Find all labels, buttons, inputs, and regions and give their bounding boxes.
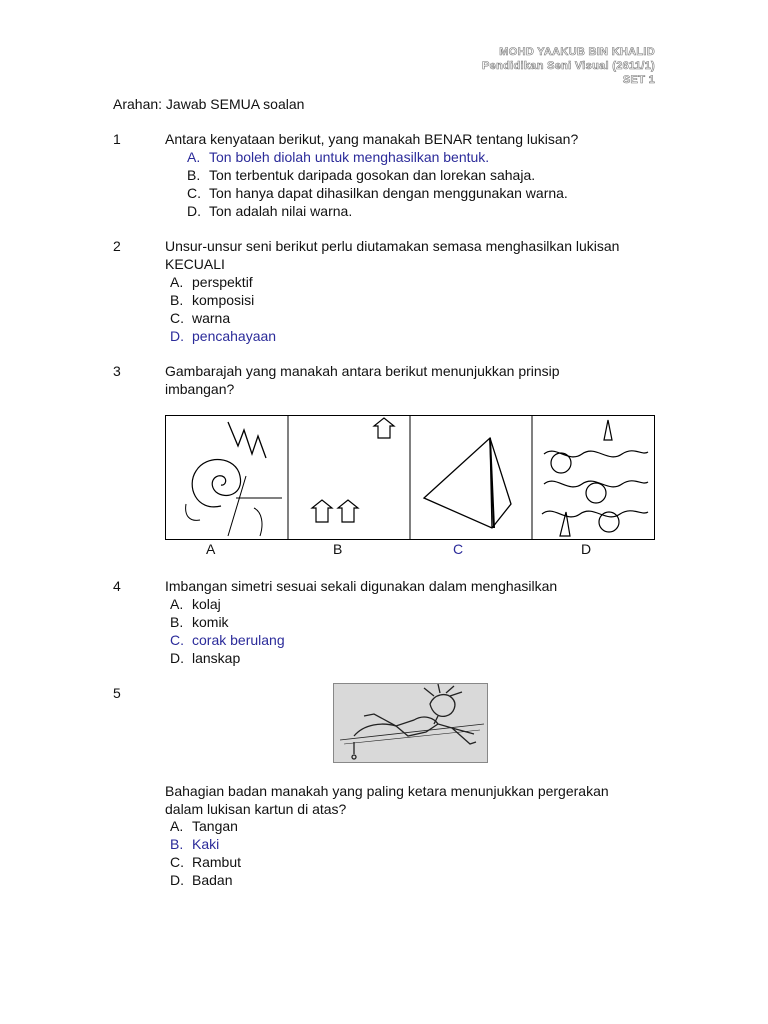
option-a: A. Tangan bbox=[170, 818, 238, 834]
question-text: Gambarajah yang manakah antara berikut menunjukkan prinsip bbox=[165, 363, 560, 379]
instruction: Arahan: Jawab SEMUA soalan bbox=[113, 96, 305, 112]
question-text: Antara kenyataan berikut, yang manakah BENAR tentang lukisan? bbox=[165, 131, 579, 147]
question-text: Unsur-unsur seni berikut perlu diutamakan semasa menghasilkan lukisan bbox=[165, 238, 620, 254]
question-number: 3 bbox=[113, 363, 121, 379]
set-label: SET 1 bbox=[622, 74, 655, 86]
question-number: 1 bbox=[113, 131, 121, 147]
figure-label-c: C bbox=[453, 541, 464, 557]
option-b: B. Ton terbentuk daripada gosokan dan lorekan sahaja. bbox=[187, 167, 536, 183]
author-name: MOHD YAAKUB BIN KHALID bbox=[499, 46, 655, 58]
figure-b-drawing bbox=[312, 418, 394, 522]
figure-label-d: D bbox=[581, 541, 592, 557]
option-b: B. komposisi bbox=[170, 292, 255, 308]
option-b: B. komik bbox=[170, 614, 229, 630]
question-text: KECUALI bbox=[165, 256, 225, 272]
option-a: A. Ton boleh diolah untuk menghasilkan bentuk. bbox=[187, 149, 490, 165]
option-a: A. perspektif bbox=[170, 274, 253, 290]
option-c: C. Rambut bbox=[170, 854, 242, 870]
option-c: C. Ton hanya dapat dihasilkan dengan menggunakan warna. bbox=[187, 185, 568, 201]
question-text: imbangan? bbox=[165, 381, 235, 397]
question-text: dalam lukisan kartun di atas? bbox=[165, 801, 347, 817]
question-text: Imbangan simetri sesuai sekali digunakan dalam menghasilkan bbox=[165, 578, 558, 594]
question-text: Bahagian badan manakah yang paling ketara menunjukkan pergerakan bbox=[165, 783, 609, 799]
question-number: 5 bbox=[113, 685, 121, 701]
figure-c-drawing bbox=[424, 438, 511, 528]
figure-grid bbox=[165, 415, 655, 540]
option-d: D. lanskap bbox=[170, 650, 241, 666]
figure-a-drawing bbox=[186, 422, 282, 536]
option-b: B. Kaki bbox=[170, 836, 220, 852]
option-c: C. warna bbox=[170, 310, 231, 326]
option-c: C. corak berulang bbox=[170, 632, 285, 648]
option-a: A. kolaj bbox=[170, 596, 221, 612]
question-number: 2 bbox=[113, 238, 121, 254]
option-d: D. pencahayaan bbox=[170, 328, 277, 344]
running-cartoon-image bbox=[333, 683, 488, 763]
subject-code: Pendidikan Seni Visual (2611/1) bbox=[482, 60, 655, 72]
option-d: D. Ton adalah nilai warna. bbox=[187, 203, 353, 219]
figure-label-b: B bbox=[333, 541, 343, 557]
option-d: D. Badan bbox=[170, 872, 233, 888]
figure-d-drawing bbox=[542, 420, 648, 536]
question-number: 4 bbox=[113, 578, 121, 594]
figure-drawings bbox=[166, 416, 654, 539]
figure-label-a: A bbox=[206, 541, 216, 557]
